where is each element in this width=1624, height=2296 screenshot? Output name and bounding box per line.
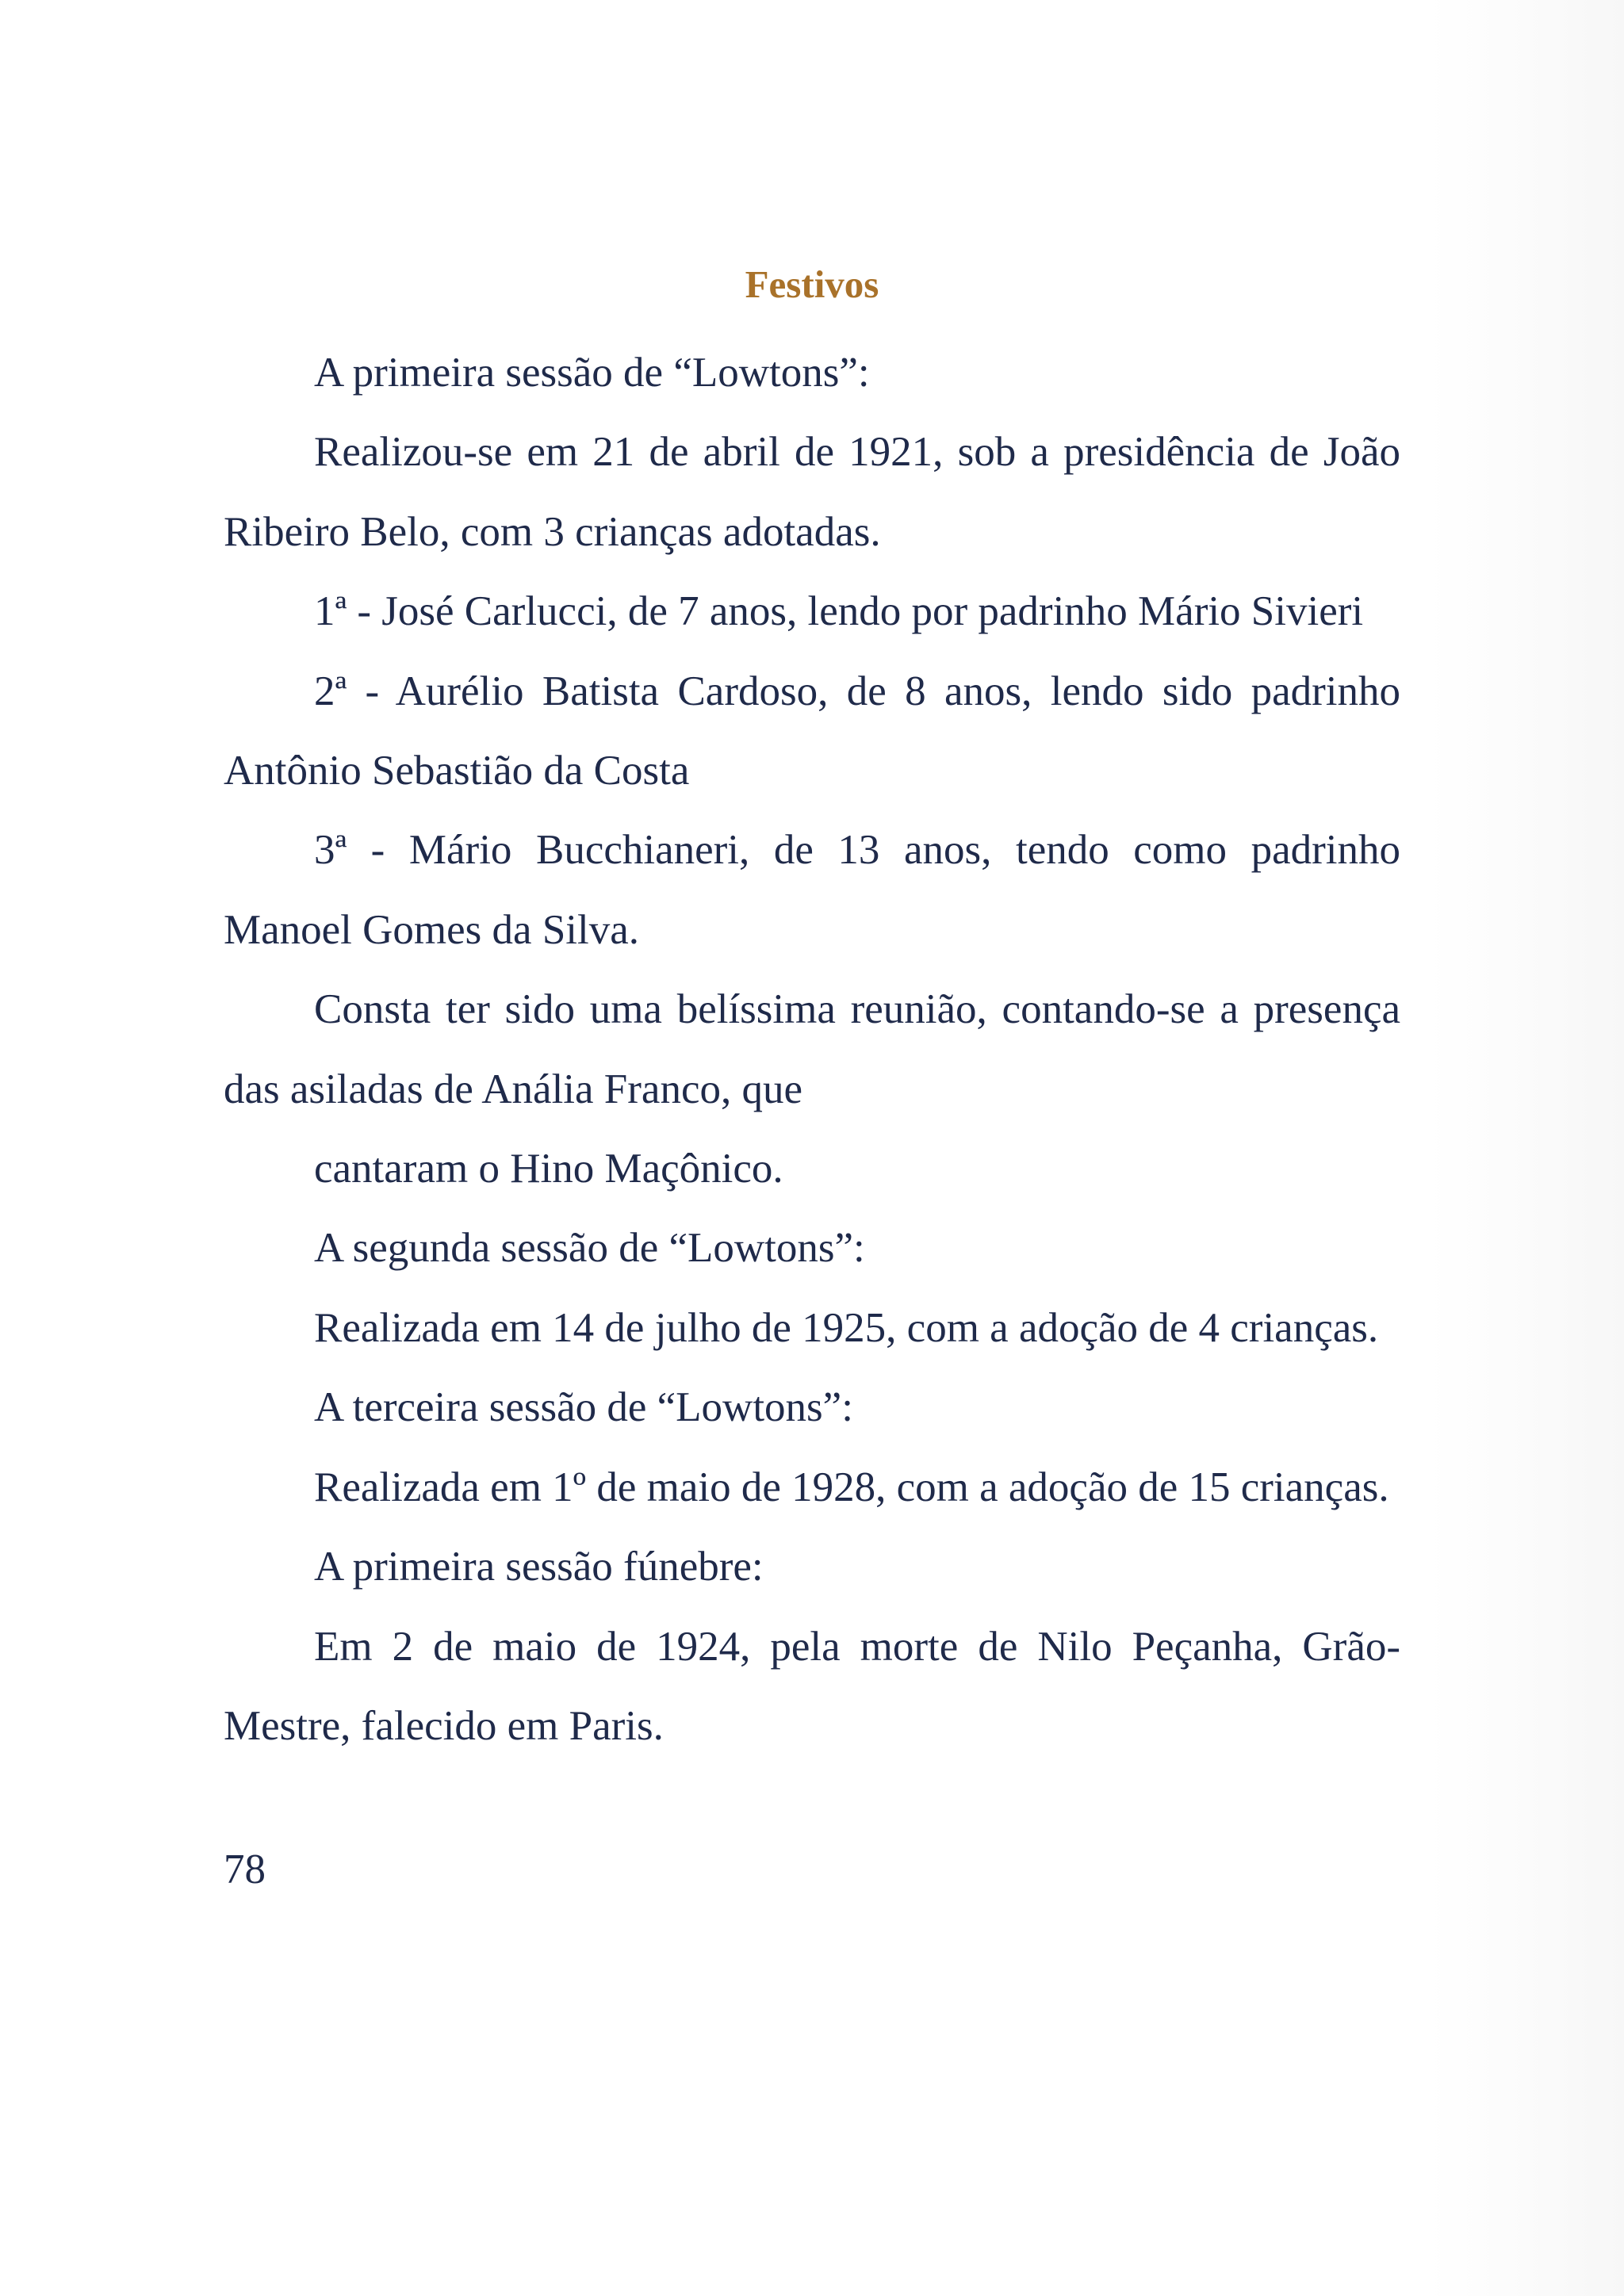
page-number: 78 [224,1846,266,1892]
paragraph-third-lowtons-title: A terceira sessão de “Lowtons”: [314,1384,853,1431]
paragraph-first-lowtons-details: Realizou-se em 21 de abril de 1921, sob a presidência de João Ribeiro Belo, com 3 crianças adotadas. [224,429,1400,555]
body-text [224,333,1400,1766]
paragraph-meeting-description: Consta ter sido uma belíssima reunião, contando-se a presença das asiladas de Anália Franco, que [224,986,1400,1112]
paragraph-child-3: 3ª - Mário Bucchianeri, de 13 anos, tendo como padrinho Manoel Gomes da Silva. [224,827,1400,953]
paragraph-second-lowtons-details: Realizada em 14 de julho de 1925, com a adoção de 4 crianças. [314,1304,1379,1351]
paragraph-funeral-session-title: A primeira sessão fúnebre: [314,1544,764,1590]
paragraph-third-lowtons-details: Realizada em 1º de maio de 1928, com a adoção de 15 crianças. [314,1464,1389,1510]
paragraph-first-lowtons-title: A primeira sessão de “Lowtons”: [314,350,870,396]
paragraph-hymn: cantaram o Hino Maçônico. [314,1146,783,1192]
paragraph-second-lowtons-title: A segunda sessão de “Lowtons”: [314,1225,865,1272]
paragraph-funeral-session-details: Em 2 de maio de 1924, pela morte de Nilo Peçanha, Grão-Mestre, falecido em Paris. [224,1623,1400,1749]
paragraph-child-2: 2ª - Aurélio Batista Cardoso, de 8 anos, lendo sido padrinho Antônio Sebastião da Costa [224,668,1400,794]
paragraph-child-1: 1ª - José Carlucci, de 7 anos, lendo por padrinho Mário Sivieri [314,588,1364,635]
section-heading: Festivos [745,262,879,306]
